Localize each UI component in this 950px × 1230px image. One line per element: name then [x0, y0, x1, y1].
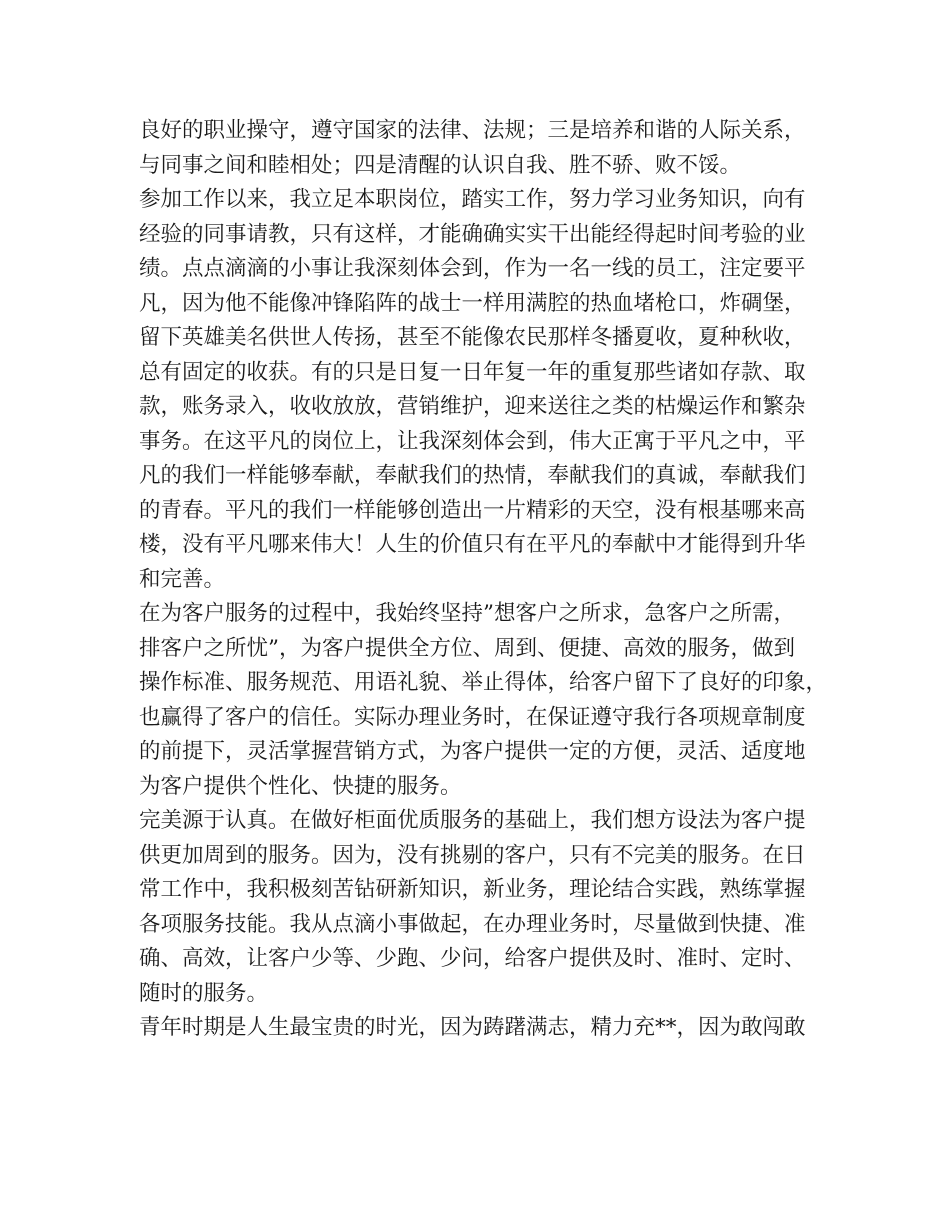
- text-line: 随时的服务。: [139, 980, 269, 1006]
- text-line: 确、高效，让客户少等、少跑、少问，给客户提供及时、准时、定时、: [139, 946, 806, 971]
- text-line: 总有固定的收获。有的只是日复一日年复一年的重复那些诸如存款、取: [139, 359, 806, 385]
- text-line: 各项服务技能。我从点滴小事做起，在办理业务时，尽量做到快捷、准: [139, 911, 806, 937]
- text-line: 参加工作以来，我立足本职岗位，踏实工作，努力学习业务知识，向有: [139, 187, 806, 212]
- text-line: 青年时期是人生最宝贵的时光，因为踌躇满志，精力充**，因为敢闯敢: [139, 1015, 806, 1040]
- text-line: 排客户之所忧”，为客户提供全方位、周到、便捷、高效的服务，做到: [139, 635, 795, 661]
- text-line: 完美源于认真。在做好柜面优质服务的基础上，我们想方设法为客户提: [139, 808, 806, 833]
- text-line: 款，账务录入，收收放放，营销维护，迎来送往之类的枯燥运作和繁杂: [139, 394, 806, 419]
- text-line: 留下英雄美名供世人传扬，甚至不能像农民那样冬播夏收，夏种秋收，: [139, 325, 806, 350]
- text-line: 凡，因为他不能像冲锋陷阵的战士一样用满腔的热血堵枪口，炸碉堡，: [139, 290, 806, 316]
- text-line: 也赢得了客户的信任。实际办理业务时，在保证遵守我行各项规章制度: [139, 704, 806, 730]
- text-line: 操作标准、服务规范、用语礼貌、举止得体，给客户留下了良好的印象，: [139, 670, 828, 695]
- text-line: 常工作中，我积极刻苦钻研新知识，新业务，理论结合实践，熟练掌握: [139, 877, 806, 902]
- text-line: 供更加周到的服务。因为，没有挑剔的客户，只有不完美的服务。在日: [139, 842, 806, 868]
- text-line: 为客户提供个性化、快捷的服务。: [139, 773, 462, 799]
- text-line: 楼，没有平凡哪来伟大！人生的价值只有在平凡的奉献中才能得到升华: [139, 532, 806, 557]
- text-line: 良好的职业操守，遵守国家的法律、法规；三是培养和谐的人际关系，: [139, 118, 806, 143]
- text-line: 的前提下，灵活掌握营销方式，为客户提供一定的方便，灵活、适度地: [139, 739, 806, 764]
- text-line: 凡的我们一样能够奉献，奉献我们的热情，奉献我们的真诚，奉献我们: [139, 463, 806, 488]
- text-line: 和完善。: [139, 566, 226, 592]
- text-line: 事务。在这平凡的岗位上，让我深刻体会到，伟大正寓于平凡之中，平: [139, 428, 806, 454]
- text-line: 的青春。平凡的我们一样能够创造出一片精彩的天空，没有根基哪来高: [139, 497, 806, 523]
- text-line: 经验的同事请教，只有这样，才能确确实实干出能经得起时间考验的业: [139, 221, 806, 247]
- text-line: 与同事之间和睦相处；四是清醒的认识自我、胜不骄、败不馁。: [139, 152, 742, 178]
- document-body: [139, 114, 829, 1046]
- text-line: 绩。点点滴滴的小事让我深刻体会到，作为一名一线的员工，注定要平: [139, 256, 806, 281]
- text-line: 在为客户服务的过程中，我始终坚持”想客户之所求，急客户之所需，: [139, 601, 795, 626]
